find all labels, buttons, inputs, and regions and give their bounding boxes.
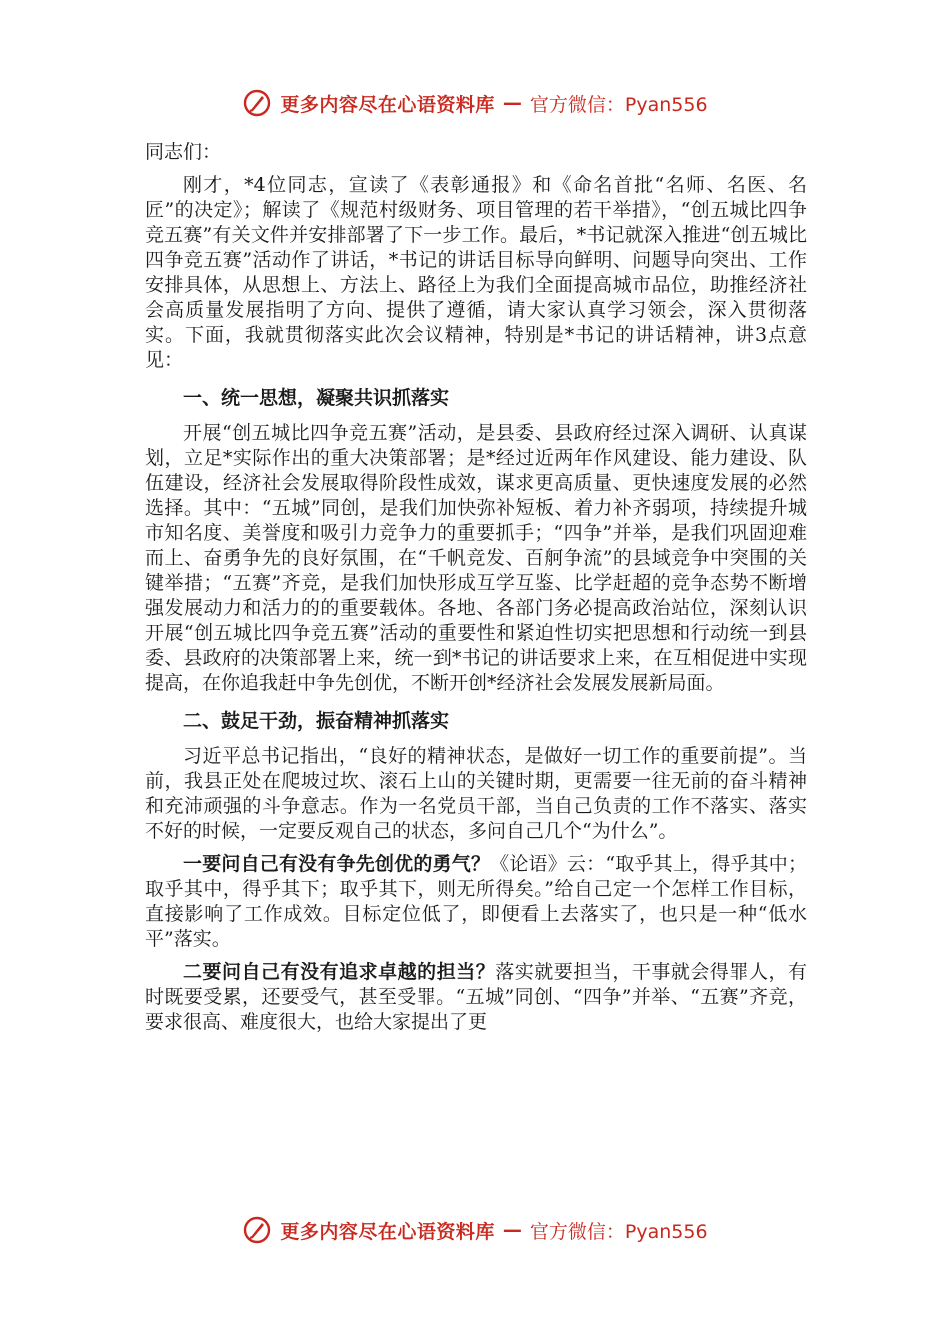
footer-dash: — bbox=[502, 1219, 522, 1241]
quill-circle-icon bbox=[242, 88, 272, 118]
footer-brand: 更多内容尽在心语资料库 bbox=[280, 1220, 495, 1243]
section-1-paragraph: 开展“创五城比四争竞五赛”活动，是县委、县政府经过深入调研、认真谋划，立足*实际作出的重大决策部署；是*经过近两年作风建设、能力建设、队伍建设，经济社会发展取得阶段性成效，谋求更高质量、更快速度发展的必然选择。其中：“五城”同创，是我们加快弥补短板、着力补齐弱项，持续提升城市知名度、美誉度和吸引力竞争力的重要抓手；“四争”并举，是我们巩固迎难而上、奋勇争先的良好氛围，在“千帆竞发、百舸争流”的县域竞争中突围的关键举措；“五赛”齐竞，是我们加快形成互学互鉴、比学赶超的竞争态势不断增强发展动力和活力的的重要载体。各地、各部门务必提高政治站位，深刻认识开展“创五城比四争竞五赛”活动的重要性和紧迫性切实把思想和行动统一到县委、县政府的决策部署上来，统一到*书记的讲话要求上来，在互相促进中实现提高，在你追我赶中争先创优，不断开创*经济社会发展发展新局面。 bbox=[145, 422, 807, 694]
header-dash: — bbox=[502, 92, 522, 114]
question-2-lead: 二要问自己有没有追求卓越的担当？ bbox=[183, 961, 496, 983]
section-heading-2: 二、鼓足干劲，振奋精神抓落实 bbox=[183, 710, 450, 732]
salutation: 同志们： bbox=[145, 141, 222, 163]
quill-circle-icon bbox=[242, 1215, 272, 1245]
document-body bbox=[145, 140, 807, 1035]
header-wechat: 官方微信：Pyan556 bbox=[529, 93, 708, 116]
question-1-paragraph bbox=[145, 852, 807, 952]
header-brand: 更多内容尽在心语资料库 bbox=[280, 93, 495, 116]
question-1-lead: 一要问自己有没有争先创优的勇气？ bbox=[183, 853, 491, 875]
section-heading-1: 一、统一思想，凝聚共识抓落实 bbox=[183, 387, 450, 409]
intro-paragraph: 刚才，*4位同志，宣读了《表彰通报》和《命名首批“名师、名医、名匠”的决定》；解读了《规范村级财务、项目管理的若干举措》，“创五城比四争竞五赛”有关文件并安排部署了下一步工作。最后，*书记就深入推进“创五城比四争竞五赛”活动作了讲话，*书记的讲话目标导向鲜明、问题导向突出、工作安排具体，从思想上、方法上、路径上为我们全面提高城市品位，助推经济社会高质量发展指明了方向、提供了遵循，请大家认真学习领会，深入贯彻落实。下面，我就贯彻落实此次会议精神，特别是*书记的讲话精神，讲3点意见： bbox=[145, 174, 807, 371]
question-2-body: 落实就要担当，干事就会得罪人，有时既要受累，还要受气，甚至受罪。“五城”同创、“四争”并举、“五赛”齐竞，要求很高、难度很大，也给大家提出了更 bbox=[145, 961, 807, 1033]
footer-banner bbox=[0, 1213, 950, 1247]
question-2-paragraph bbox=[145, 960, 807, 1035]
question-1-body: 《论语》云：“取乎其上，得乎其中；取乎其中，得乎其下；取乎其下，则无所得矣。”给自己定一个怎样工作目标，直接影响了工作成效。目标定位低了，即便看上去落实了，也只是一种“低水平”落实。 bbox=[145, 853, 807, 950]
footer-wechat: 官方微信：Pyan556 bbox=[529, 1220, 708, 1243]
section-2-paragraph: 习近平总书记指出，“良好的精神状态，是做好一切工作的重要前提”。当前，我县正处在爬坡过坎、滚石上山的关键时期，更需要一往无前的奋斗精神和充沛顽强的斗争意志。作为一名党员干部，当自己负责的工作不落实、落实不好的时候，一定要反观自己的状态，多问自己几个“为什么”。 bbox=[145, 745, 807, 842]
header-banner bbox=[0, 86, 950, 120]
